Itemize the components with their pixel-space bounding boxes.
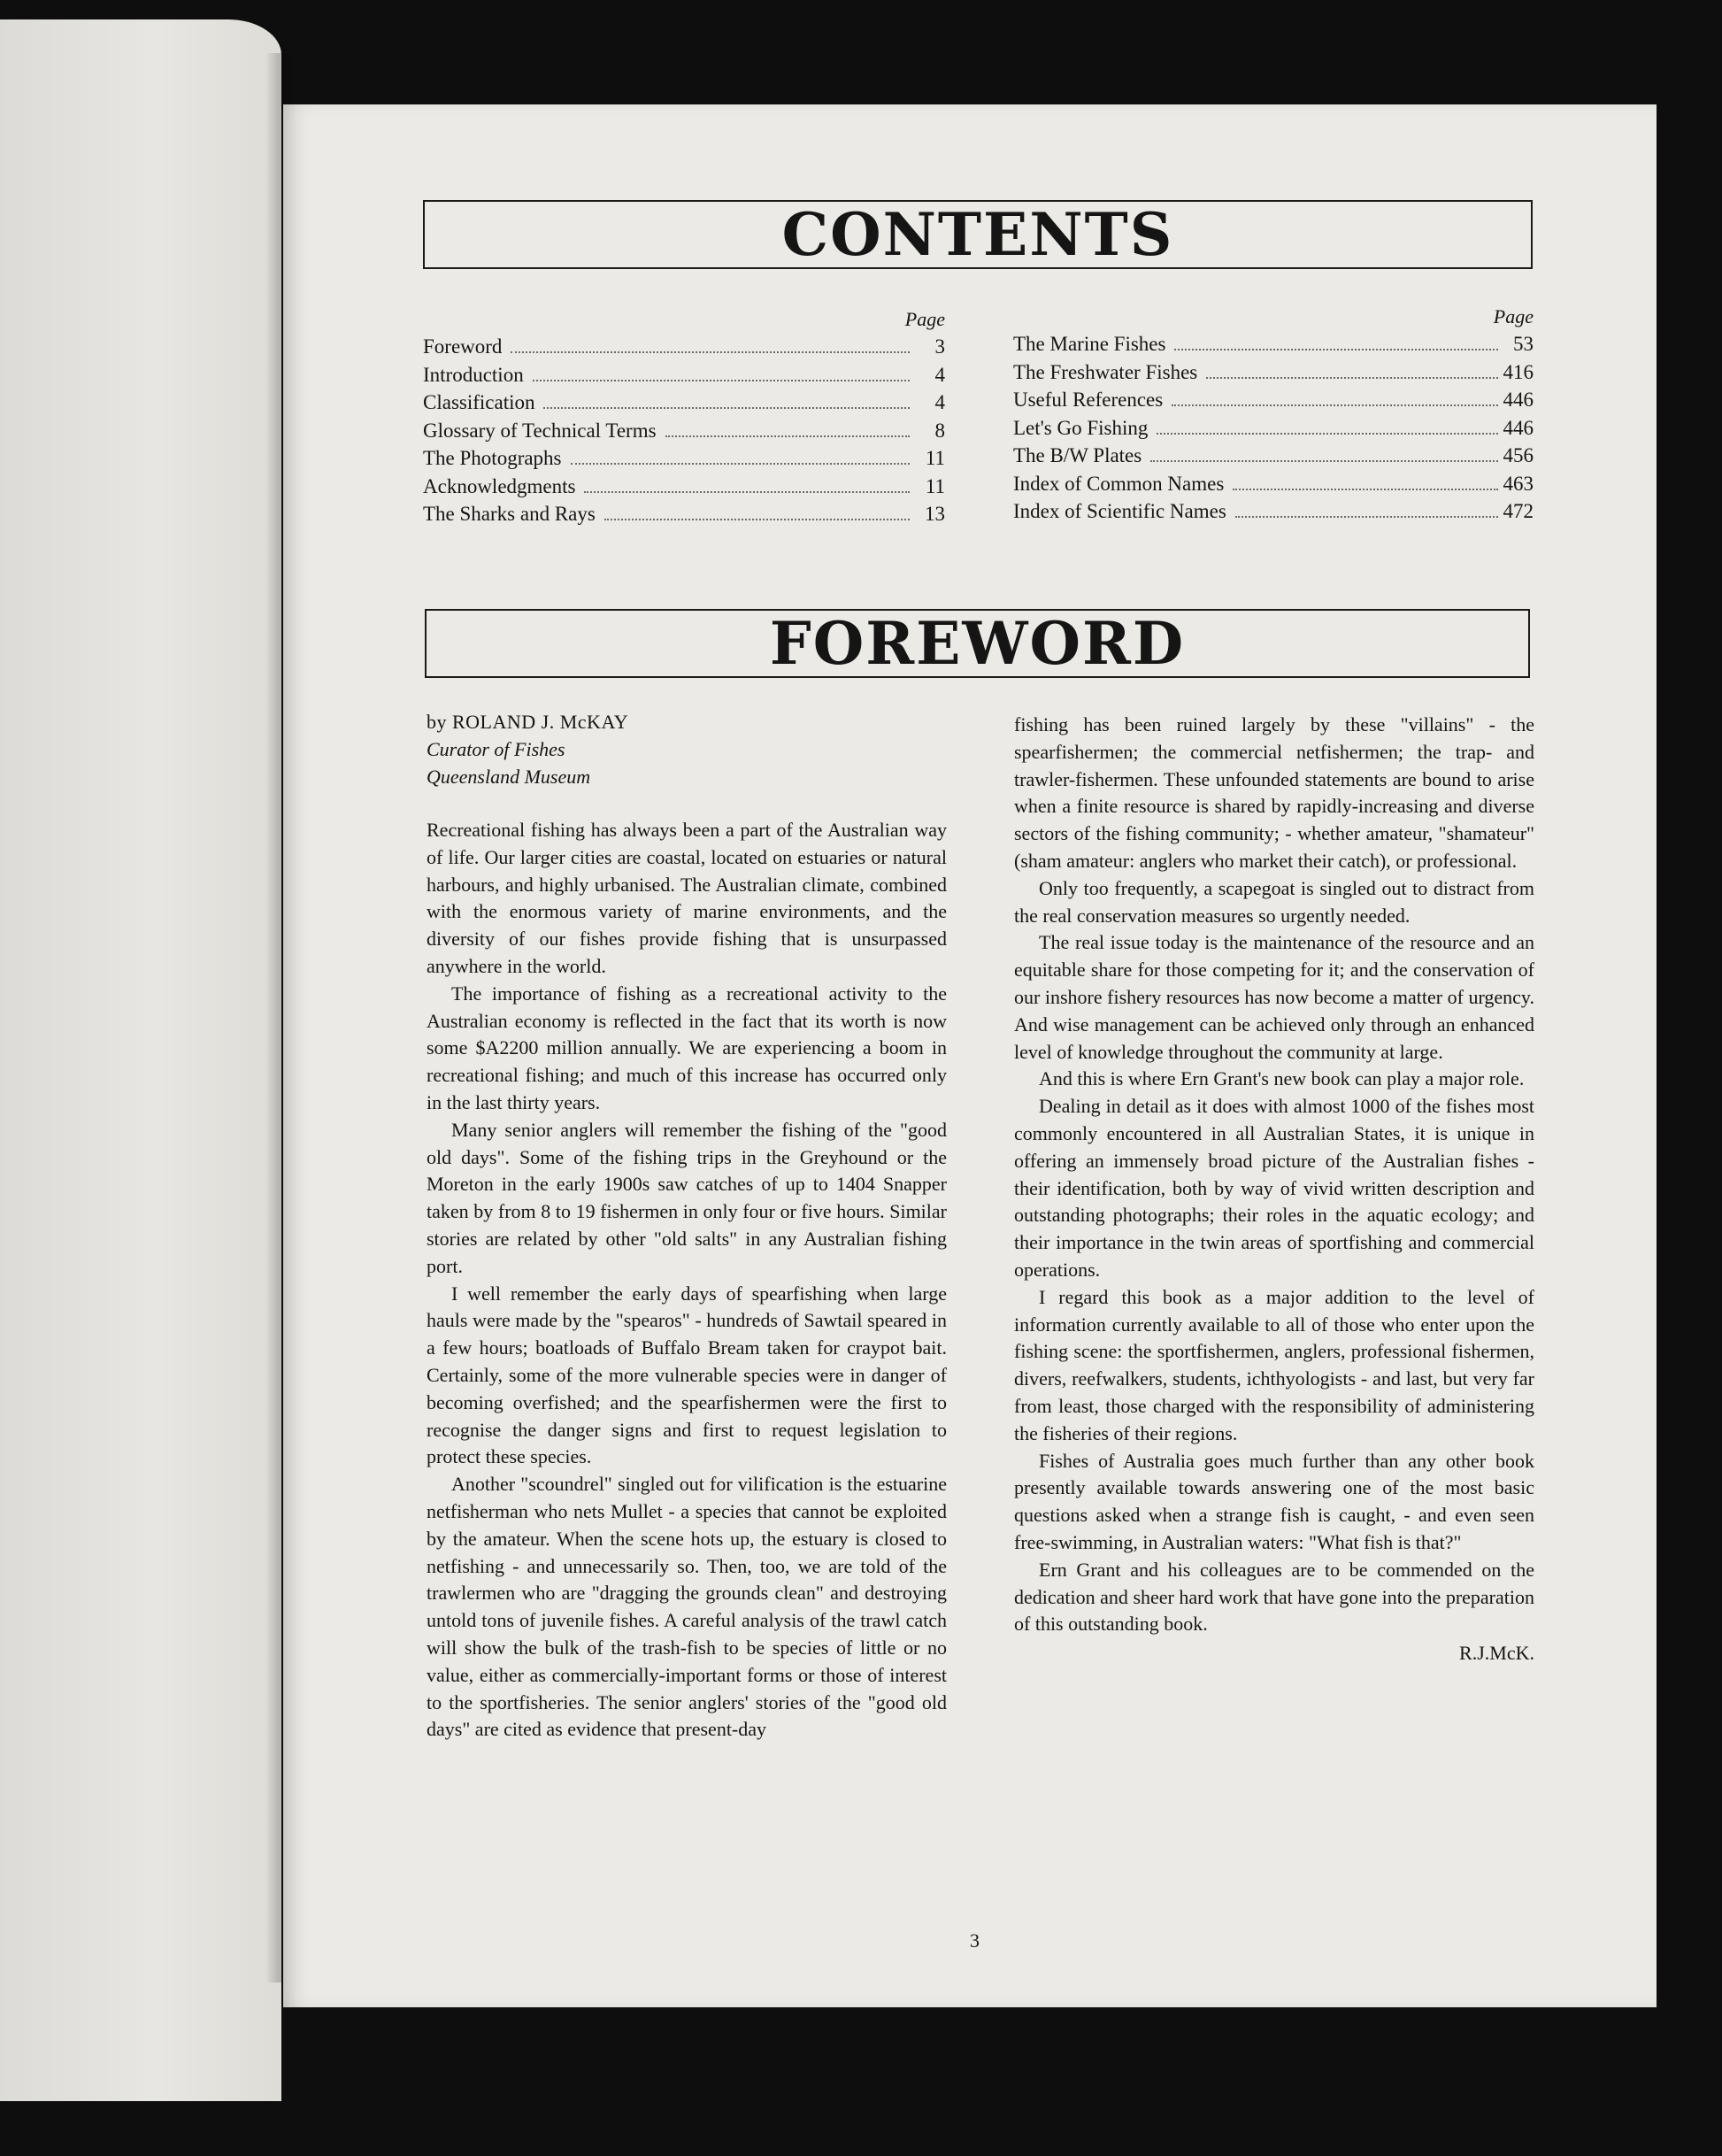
toc-dot-leader xyxy=(511,351,910,353)
toc-entry xyxy=(1013,497,1534,526)
toc-entry-page: 4 xyxy=(934,363,945,386)
foreword-left-column xyxy=(427,708,947,1744)
toc-dot-leader xyxy=(1174,349,1498,350)
toc-dot-leader xyxy=(543,407,910,409)
foreword-paragraph: The importance of fishing as a recreational activity to the Australian economy is reflected in the fact that its worth is now some $A2200 million annually. We are experiencing a boom in recreational fishing; and much of this increase has occurred only in the last thirty years. xyxy=(427,982,947,1113)
toc-dot-leader xyxy=(1150,460,1497,462)
contents-heading-box xyxy=(423,200,1533,269)
toc-entry-page: 13 xyxy=(925,503,945,525)
toc-entry-page: 11 xyxy=(925,474,945,497)
foreword-paragraph: Many senior anglers will remember the fishing of the "good old days". Some of the fishing trips in the Greyhound or the Moreton in the early 1900s saw catches of up to 1404 Snapper taken by from 8 to 19 fishermen in only four or five hours. Similar stories are related by other "old salts" in any Australian fishing port. xyxy=(427,1118,947,1277)
foreword-paragraph: I well remember the early days of spearfishing when large hauls were made by the "spearos" - hundreds of Sawtail speared in a few hours; boatloads of Buffalo Bream taken for craypot bait. Certainly, some of the more vulnerable species were in danger of becoming overfished; and the spearfishermen were the first to recognise the danger signs and first to request legislation to protect these species. xyxy=(427,1282,947,1468)
toc-entry xyxy=(1013,386,1534,414)
left-page xyxy=(0,19,281,2101)
toc-entry xyxy=(423,361,945,389)
toc-entry-title: Acknowledgments xyxy=(423,474,576,497)
toc-entry-title: Useful References xyxy=(1013,389,1164,411)
toc-entry-title: The Freshwater Fishes xyxy=(1013,360,1198,383)
foreword-paragraph: Another "scoundrel" singled out for vilification is the estuarine netfisherman who nets Mullet - a species that cannot be exploited by the amateur. When the scene hots up, the estuary is closed to netfishing - and unnecessarily so. Then, too, we are told of the trawlermen who are "dragging the grounds clean" and destroying untold tons of juvenile fishes. A careful analysis of the trawl catch will show the bulk of the trash-fish to be species of little or no value, either as commercially-important forms or those of interest to the sportfisheries. The senior anglers' stories of the "good old days" are cited as evidence that present-day xyxy=(427,1473,947,1741)
toc-entry-title: Index of Common Names xyxy=(1013,472,1225,495)
toc-entry-title: Let's Go Fishing xyxy=(1013,416,1149,439)
foreword-right-column xyxy=(1014,712,1534,1667)
toc-entry-title: Glossary of Technical Terms xyxy=(423,419,657,442)
toc-entry-page: 456 xyxy=(1503,444,1534,466)
toc-entry-page: 11 xyxy=(925,447,945,469)
toc-dot-leader xyxy=(665,435,910,437)
toc-entry xyxy=(1013,330,1534,358)
toc-entry xyxy=(423,500,945,528)
toc-entry xyxy=(1013,414,1534,443)
author-role: Curator of Fishes xyxy=(427,738,565,760)
toc-entry-page: 472 xyxy=(1503,500,1534,522)
toc-entry-title: The Marine Fishes xyxy=(1013,333,1166,355)
toc-dot-leader xyxy=(1235,516,1498,518)
toc-entry-title: The Photographs xyxy=(423,447,562,469)
toc-entry xyxy=(1013,442,1534,470)
toc-entry-page: 446 xyxy=(1503,389,1534,411)
toc-entry xyxy=(423,389,945,417)
toc-dot-leader xyxy=(1233,489,1497,490)
byline xyxy=(427,708,947,790)
author-name: by ROLAND J. McKAY xyxy=(427,711,629,733)
page-number: 3 xyxy=(970,1929,980,1952)
toc-entry xyxy=(1013,358,1534,387)
foreword-paragraph: Fishes of Australia goes much further than any other book presently available towards answering one of the most basic questions asked when a strange fish is caught, - and even seen free-swimming, in Australian waters: "What fish is that?" xyxy=(1014,1449,1534,1553)
foreword-heading-box xyxy=(425,609,1530,678)
toc-dot-leader xyxy=(584,491,910,493)
signature: R.J.McK. xyxy=(1459,1642,1534,1665)
toc-entry-title: Foreword xyxy=(423,335,503,358)
contents-left-column xyxy=(423,306,945,528)
toc-entry-title: The Sharks and Rays xyxy=(423,503,596,525)
page-column-label: Page xyxy=(1493,305,1534,327)
foreword-paragraph: Ern Grant and his colleagues are to be commended on the dedication and sheer hard work that have gone into the preparation of this outstanding book. xyxy=(1014,1558,1534,1636)
toc-dot-leader xyxy=(1157,433,1497,435)
foreword-paragraph: And this is where Ern Grant's new book can play a major role. xyxy=(1039,1067,1525,1090)
foreword-paragraph: fishing has been ruined largely by these "villains" - the spearfishermen; the commercial netfishermen; the trap- and trawler-fishermen. These unfounded statements are bound to arise when a finite resource is shared by rapidly-increasing and diverse sectors of the fishing community; - whether amateur, "shamateur" (sham amateur: anglers who market their catch), or professional. xyxy=(1014,713,1534,872)
toc-entry xyxy=(423,333,945,361)
toc-entry xyxy=(423,444,945,473)
toc-entry xyxy=(1013,470,1534,498)
foreword-paragraph: Dealing in detail as it does with almost 1000 of the fishes most commonly encountered in all Australian States, it is unique in offering an immensely broad picture of the Australian fishes - their identification, both by way of vivid written description and outstanding photographs; their roles in the aquatic ecology; and their importance in the twin areas of sportfishing and commercial operations. xyxy=(1014,1095,1534,1281)
foreword-paragraph: Recreational fishing has always been a part of the Australian way of life. Our larger cities are coastal, located on estuaries or natural harbours, and highly urbanised. The Australian climate, combined with the enormous variety of marine environments, and the diversity of our fishes provide fishing that is unsurpassed anywhere in the world. xyxy=(427,819,947,977)
foreword-paragraph: The real issue today is the maintenance of the resource and an equitable share for those competing for it; and the conservation of our inshore fishery resources has now become a matter of urgency. And wise management can be achieved only through an enhanced level of knowledge throughout the community at large. xyxy=(1014,931,1534,1063)
toc-entry-page: 446 xyxy=(1503,416,1534,439)
page-column-label: Page xyxy=(904,308,945,330)
toc-entry-page: 8 xyxy=(934,419,945,442)
book-page xyxy=(283,104,1657,2007)
contents-right-column xyxy=(1013,304,1534,526)
toc-dot-leader xyxy=(604,519,910,520)
foreword-paragraph: I regard this book as a major addition to the level of information currently available to all of those who enter upon the fishing scene: the sportfishermen, anglers, professional fishermen, divers, reefwalkers, students, ichthyologists - and last, but very far from least, those charged with the responsibility of administering the fisheries of their regions. xyxy=(1014,1285,1534,1444)
toc-entry-title: Introduction xyxy=(423,363,524,386)
toc-entry-page: 4 xyxy=(934,391,945,413)
toc-dot-leader xyxy=(533,380,910,381)
toc-entry-page: 416 xyxy=(1503,360,1534,383)
toc-dot-leader xyxy=(1172,404,1497,406)
contents-heading: CONTENTS xyxy=(781,200,1174,269)
toc-dot-leader xyxy=(571,463,910,465)
toc-entry-title: The B/W Plates xyxy=(1013,444,1142,466)
toc-entry-title: Classification xyxy=(423,391,535,413)
author-institution: Queensland Museum xyxy=(427,766,591,788)
foreword-heading: FOREWORD xyxy=(769,609,1186,678)
toc-entry xyxy=(423,473,945,501)
toc-entry-page: 53 xyxy=(1513,333,1534,355)
toc-entry-page: 3 xyxy=(934,335,945,358)
toc-dot-leader xyxy=(1206,377,1497,379)
toc-entry-title: Index of Scientific Names xyxy=(1013,500,1226,522)
toc-entry-page: 463 xyxy=(1503,472,1534,495)
toc-entry xyxy=(423,417,945,445)
foreword-paragraph: Only too frequently, a scapegoat is singled out to distract from the real conservation measures so urgently needed. xyxy=(1014,876,1534,927)
